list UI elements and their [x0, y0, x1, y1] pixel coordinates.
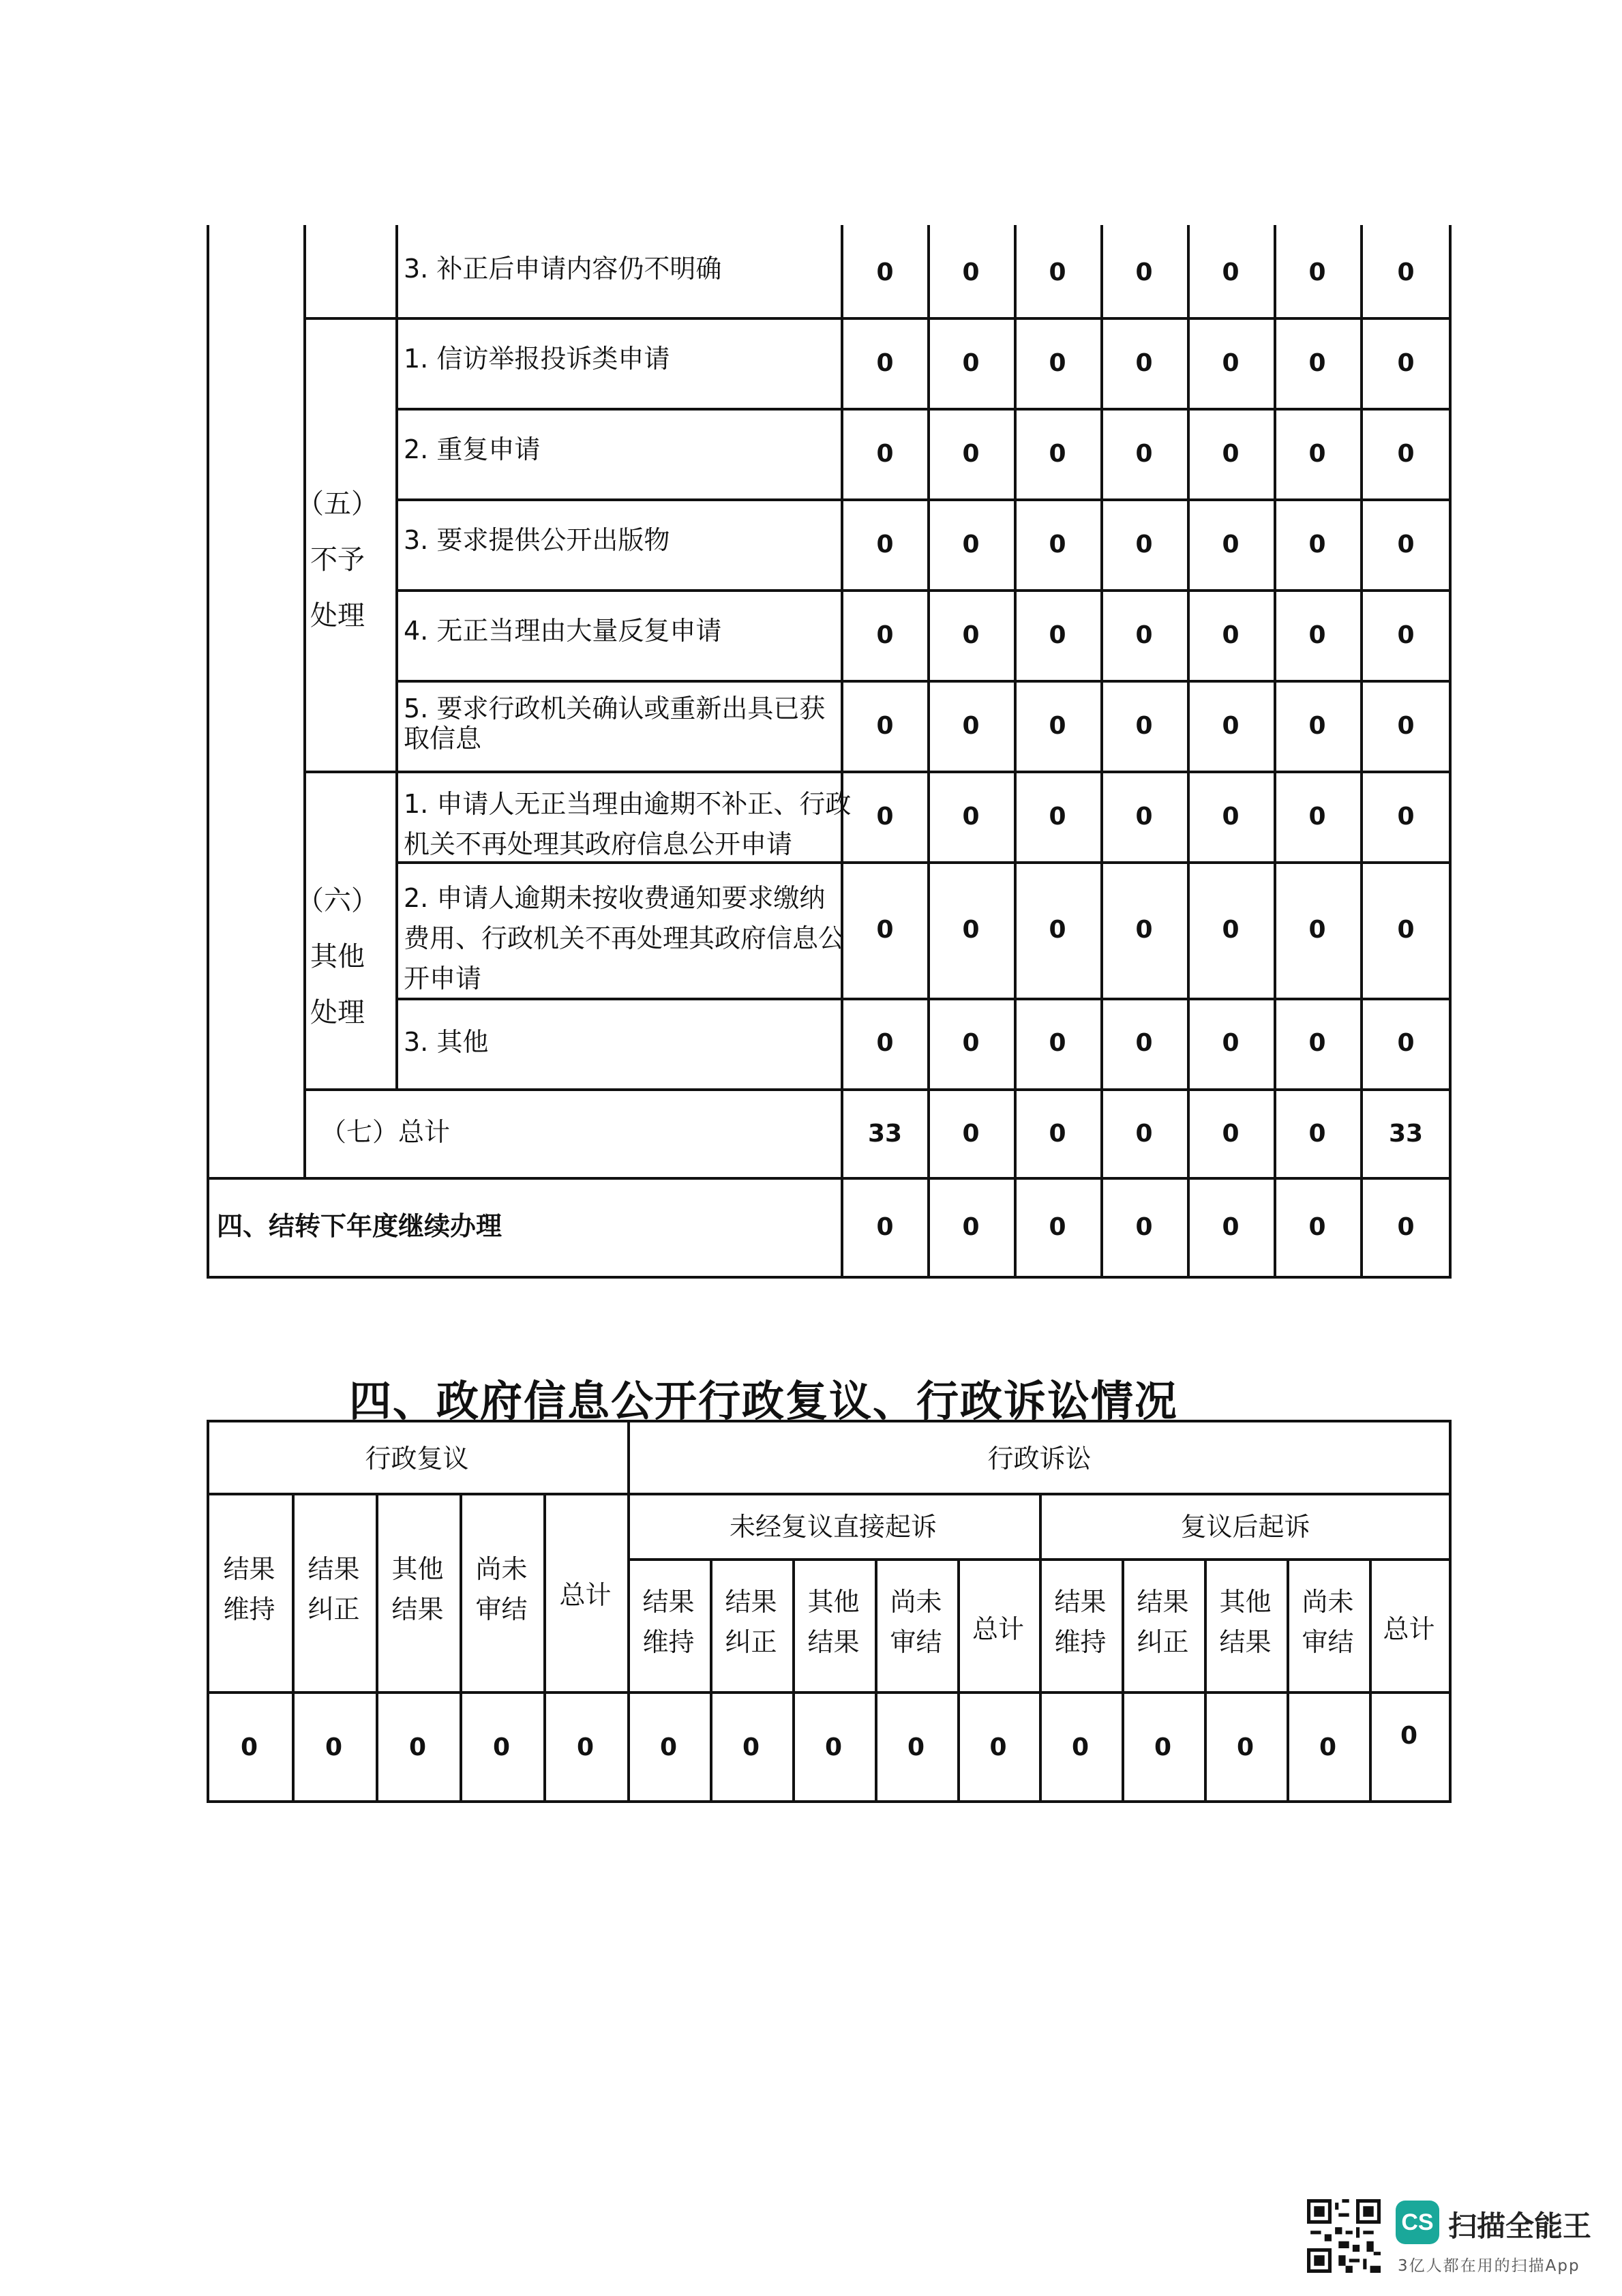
value-cell: 0 — [1308, 621, 1326, 649]
value-cell: 0 — [962, 258, 980, 286]
value-cell: 0 — [1222, 1213, 1240, 1241]
value-cell: 0 — [576, 1733, 595, 1761]
value-cell: 0 — [989, 1733, 1007, 1761]
column-header: 尚未 审结 — [1302, 1587, 1354, 1657]
value-cell: 0 — [1049, 712, 1066, 740]
value-cell: 0 — [1397, 916, 1415, 944]
value-cell: 0 — [962, 1213, 980, 1241]
carryover-label: 四、结转下年度继续办理 — [217, 1211, 502, 1241]
direct-suit-header: 未经复议直接起诉 — [729, 1512, 937, 1542]
total-label: （七）总计 — [320, 1117, 451, 1147]
column-header: 结果 纠正 — [725, 1587, 777, 1657]
value-cell: 0 — [1308, 349, 1326, 377]
admin-review-header: 行政复议 — [365, 1444, 469, 1474]
value-cell: 33 — [867, 1120, 903, 1148]
row-label: 3. 补正后申请内容仍不明确 — [404, 254, 722, 284]
value-cell: 0 — [1397, 531, 1415, 558]
value-cell: 0 — [742, 1733, 760, 1761]
value-cell: 0 — [1222, 712, 1240, 740]
value-cell: 0 — [1397, 440, 1415, 468]
value-cell: 0 — [962, 803, 980, 831]
value-cell: 0 — [1135, 531, 1153, 558]
value-cell: 0 — [1308, 258, 1326, 286]
value-cell: 0 — [1222, 258, 1240, 286]
column-header: 结果 维持 — [223, 1554, 275, 1624]
value-cell: 0 — [1397, 258, 1415, 286]
row-label: 1. 信访举报投诉类申请 — [404, 344, 670, 374]
post-review-suit-header: 复议后起诉 — [1180, 1512, 1310, 1542]
value-cell: 0 — [962, 621, 980, 649]
value-cell: 0 — [325, 1733, 343, 1761]
value-cell: 0 — [1049, 1029, 1066, 1057]
value-cell: 0 — [1154, 1733, 1172, 1761]
value-cell: 0 — [1236, 1733, 1255, 1761]
app-name: 扫描全能王 — [1448, 2209, 1592, 2243]
value-cell: 0 — [1222, 916, 1240, 944]
value-cell: 0 — [1049, 621, 1066, 649]
value-cell: 0 — [1049, 531, 1066, 558]
row-label: 4. 无正当理由大量反复申请 — [404, 616, 722, 646]
value-cell: 0 — [1049, 1213, 1066, 1241]
column-header: 其他 结果 — [1219, 1587, 1272, 1657]
value-cell: 0 — [1222, 440, 1240, 468]
value-cell: 0 — [1397, 349, 1415, 377]
value-cell: 33 — [1388, 1120, 1424, 1148]
value-cell: 0 — [876, 349, 894, 377]
value-cell: 0 — [1308, 1029, 1326, 1057]
column-header: 总计 — [1383, 1614, 1435, 1644]
value-cell: 0 — [962, 349, 980, 377]
value-cell: 0 — [1222, 349, 1240, 377]
value-cell: 0 — [824, 1733, 843, 1761]
value-cell: 0 — [1308, 440, 1326, 468]
value-cell: 0 — [240, 1733, 258, 1761]
column-header: 结果 维持 — [642, 1587, 695, 1657]
column-header: 结果 纠正 — [307, 1554, 360, 1624]
value-cell: 0 — [1135, 1213, 1153, 1241]
value-cell: 0 — [1049, 349, 1066, 377]
value-cell: 0 — [876, 621, 894, 649]
admin-litigation-header: 行政诉讼 — [987, 1444, 1092, 1474]
value-cell: 0 — [1049, 1120, 1066, 1148]
section-title: 四、政府信息公开行政复议、行政诉讼情况 — [349, 1376, 1179, 1426]
value-cell: 0 — [1135, 621, 1153, 649]
value-cell: 0 — [1222, 1120, 1240, 1148]
value-cell: 0 — [1135, 712, 1153, 740]
value-cell: 0 — [408, 1733, 427, 1761]
value-cell: 0 — [1397, 1029, 1415, 1057]
column-header: 结果 维持 — [1054, 1587, 1107, 1657]
value-cell: 0 — [962, 1029, 980, 1057]
row-label: 3. 要求提供公开出版物 — [404, 525, 670, 555]
qr-code-icon — [1307, 2199, 1381, 2273]
value-cell: 0 — [1308, 712, 1326, 740]
camscanner-logo-icon: CS — [1396, 2201, 1439, 2244]
value-cell: 0 — [1397, 1213, 1415, 1241]
value-cell: 0 — [876, 1213, 894, 1241]
value-cell: 0 — [1049, 916, 1066, 944]
value-cell: 0 — [1135, 349, 1153, 377]
value-cell: 0 — [962, 1120, 980, 1148]
column-header: 其他 结果 — [391, 1554, 444, 1624]
value-cell: 0 — [1308, 1213, 1326, 1241]
value-cell: 0 — [1308, 531, 1326, 558]
value-cell: 0 — [876, 440, 894, 468]
value-cell: 0 — [1397, 712, 1415, 740]
value-cell: 0 — [1135, 440, 1153, 468]
value-cell: 0 — [1071, 1733, 1090, 1761]
value-cell: 0 — [1049, 258, 1066, 286]
value-cell: 0 — [1222, 1029, 1240, 1057]
value-cell: 0 — [1049, 440, 1066, 468]
value-cell: 0 — [1308, 803, 1326, 831]
app-slogan: 3亿人都在用的扫描App — [1398, 2257, 1580, 2275]
value-cell: 0 — [962, 916, 980, 944]
value-cell: 0 — [876, 531, 894, 558]
value-cell: 0 — [1222, 531, 1240, 558]
value-cell: 0 — [1400, 1722, 1418, 1750]
value-cell: 0 — [962, 712, 980, 740]
value-cell: 0 — [876, 258, 894, 286]
value-cell: 0 — [659, 1733, 678, 1761]
value-cell: 0 — [1135, 803, 1153, 831]
column-header: 总计 — [559, 1580, 612, 1610]
value-cell: 0 — [876, 803, 894, 831]
row-label: 3. 其他 — [404, 1027, 489, 1057]
group-label-other-processing: （六） 其他 处理 — [297, 885, 378, 1028]
column-header: 其他 结果 — [807, 1587, 860, 1657]
value-cell: 0 — [1135, 1120, 1153, 1148]
value-cell: 0 — [1222, 803, 1240, 831]
column-header: 尚未 审结 — [890, 1587, 942, 1657]
row-label: 5. 要求行政机关确认或重新出具已获 取信息 — [404, 694, 826, 754]
row-label: 2. 申请人逾期未按收费通知要求缴纳 费用、行政机关不再处理其政府信息公 开申请 — [404, 883, 845, 994]
value-cell: 0 — [1049, 803, 1066, 831]
value-cell: 0 — [907, 1733, 925, 1761]
column-header: 尚未 审结 — [475, 1554, 528, 1624]
value-cell: 0 — [1135, 1029, 1153, 1057]
row-label: 1. 申请人无正当理由逾期不补正、行政 机关不再处理其政府信息公开申请 — [404, 789, 852, 859]
value-cell: 0 — [876, 1029, 894, 1057]
value-cell: 0 — [1222, 621, 1240, 649]
group-label-not-processed: （五） 不予 处理 — [297, 488, 378, 631]
value-cell: 0 — [962, 531, 980, 558]
column-header: 结果 纠正 — [1137, 1587, 1189, 1657]
value-cell: 0 — [1397, 803, 1415, 831]
value-cell: 0 — [1308, 916, 1326, 944]
value-cell: 0 — [492, 1733, 511, 1761]
value-cell: 0 — [1308, 1120, 1326, 1148]
row-label: 2. 重复申请 — [404, 434, 541, 464]
value-cell: 0 — [962, 440, 980, 468]
value-cell: 0 — [876, 916, 894, 944]
value-cell: 0 — [1135, 258, 1153, 286]
value-cell: 0 — [1319, 1733, 1337, 1761]
column-header: 总计 — [972, 1614, 1024, 1644]
value-cell: 0 — [1397, 621, 1415, 649]
value-cell: 0 — [876, 712, 894, 740]
value-cell: 0 — [1135, 916, 1153, 944]
